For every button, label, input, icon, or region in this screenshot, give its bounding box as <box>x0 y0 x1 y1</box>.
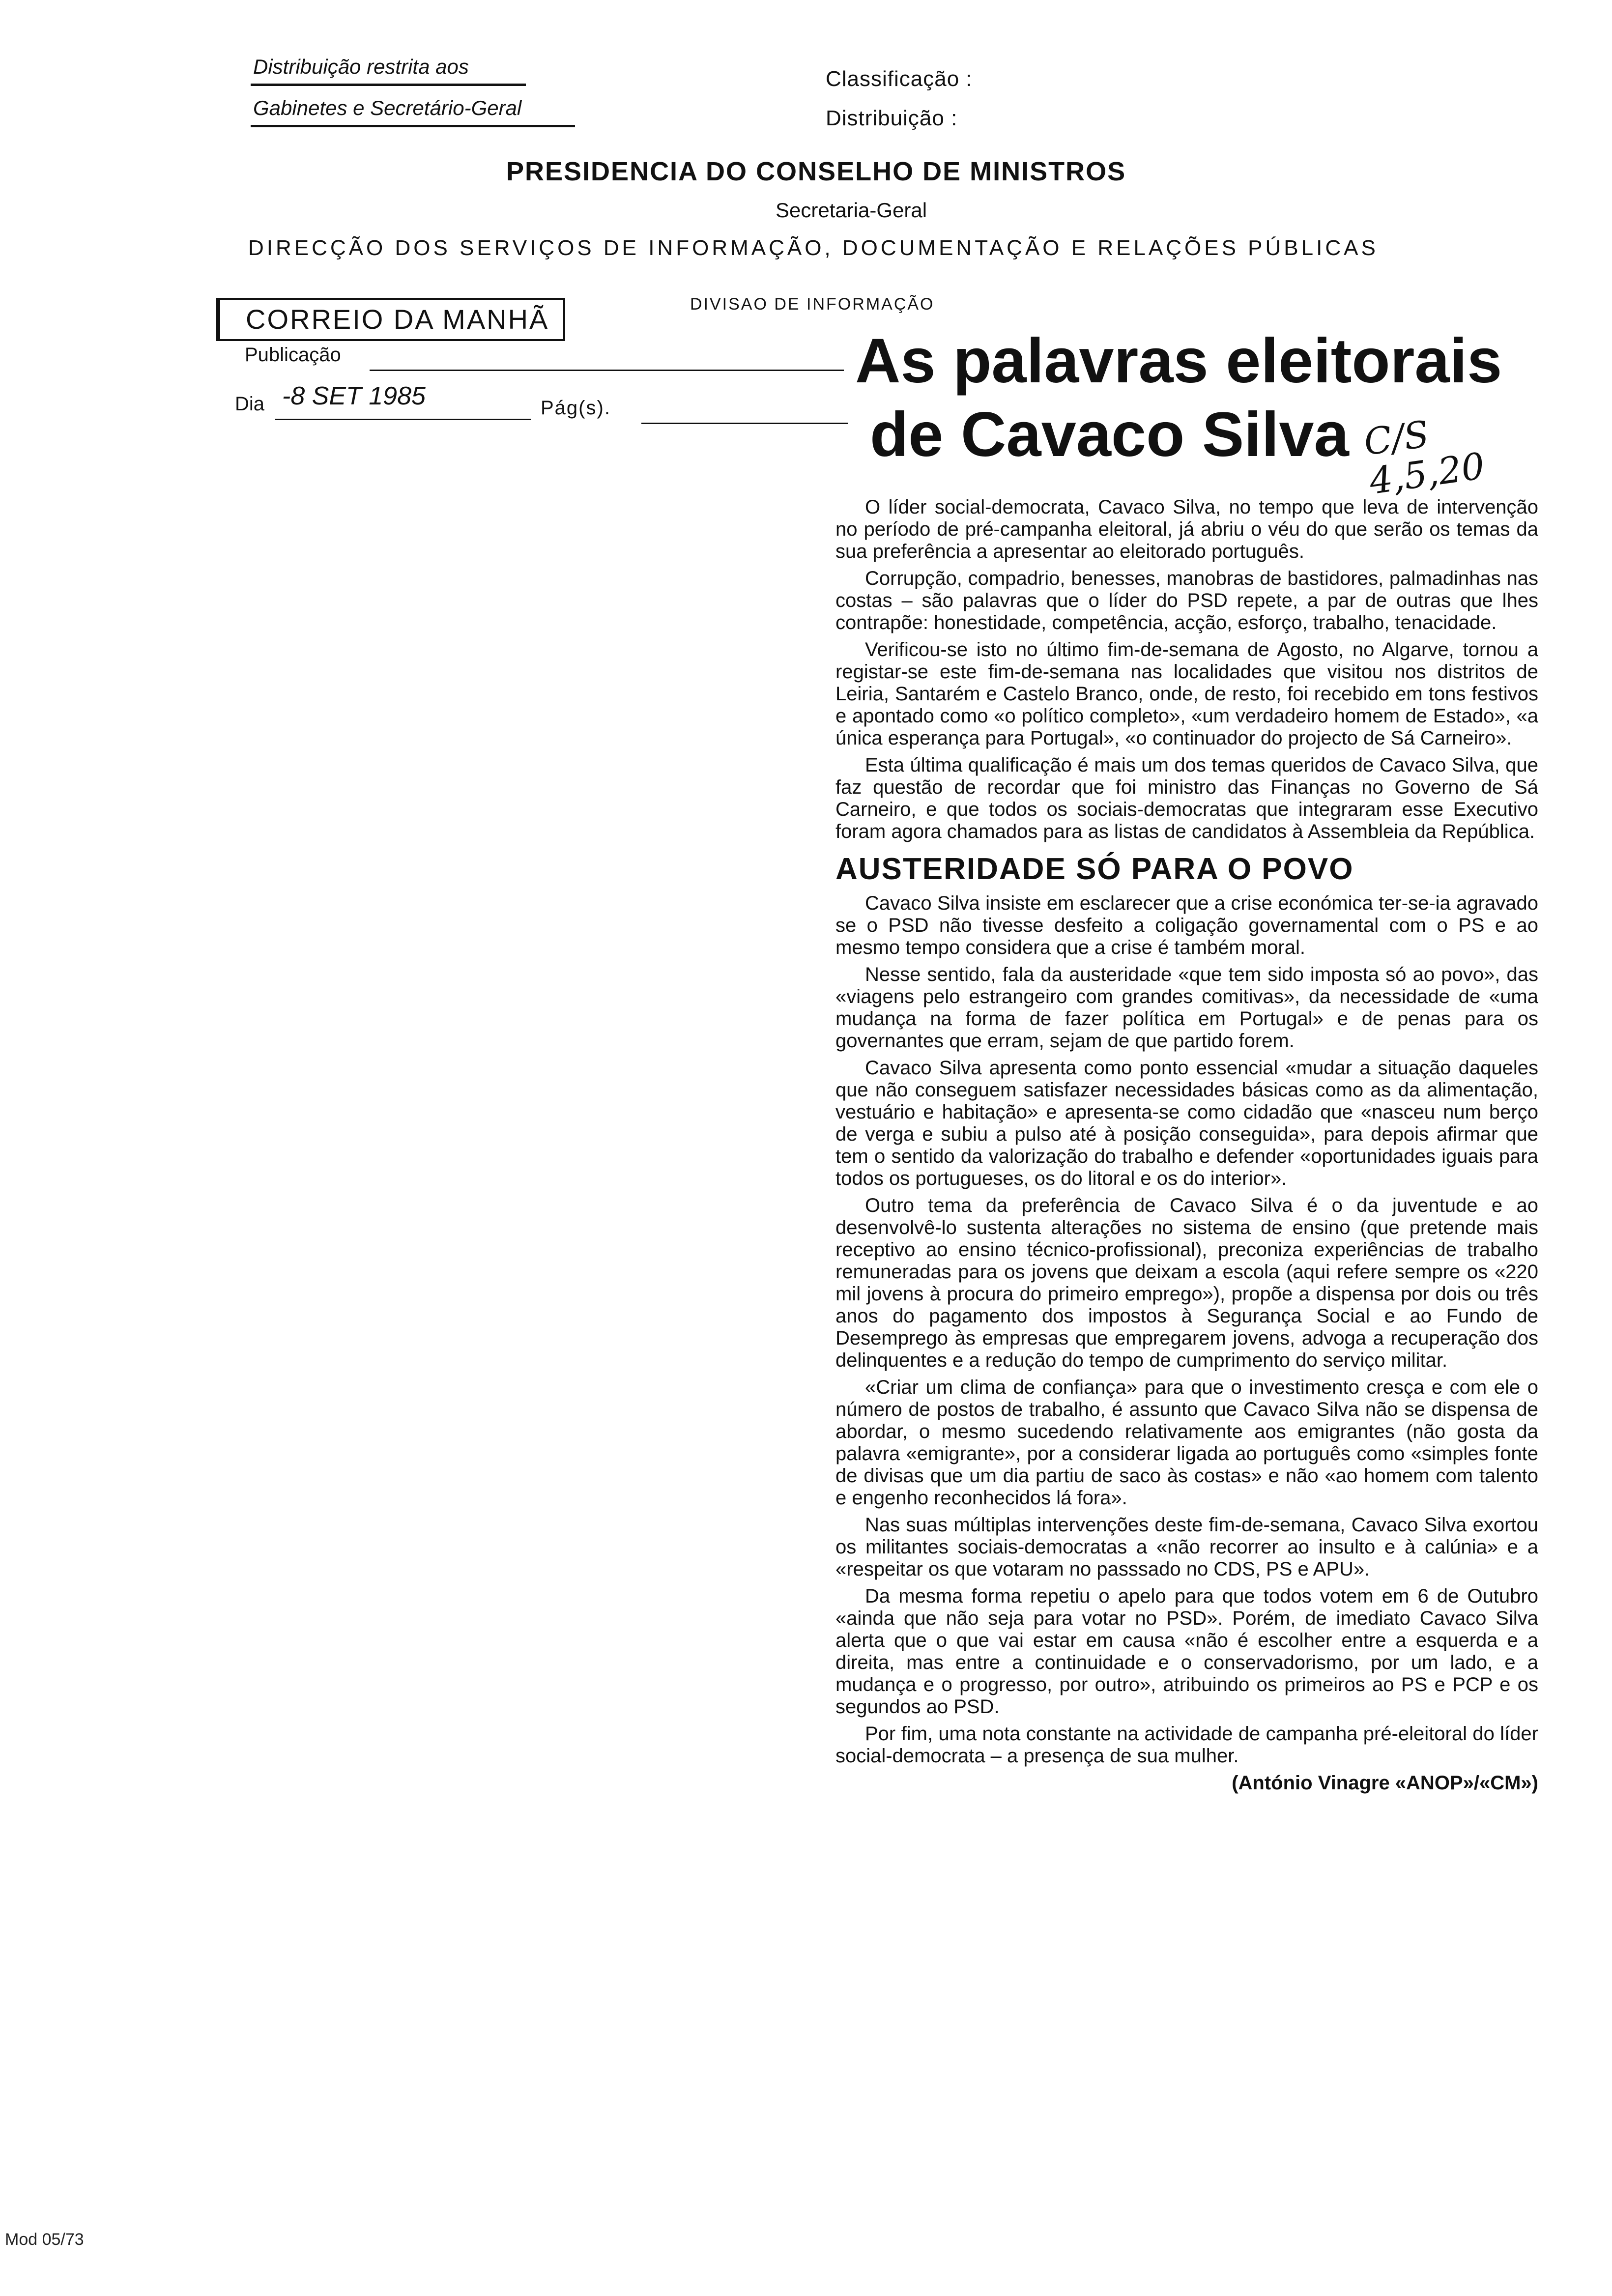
restricted-distribution-line1: Distribuição restrita aos <box>253 55 469 78</box>
division-title: DIVISAO DE INFORMAÇÃO <box>690 295 935 314</box>
article-paragraph: «Criar um clima de confiança» para que o investimento cresça e com ele o número de postos de trabalho, é assunto que Cavaco Silva não se dispensa de abordar, o mesmo sucedendo relativamente aos emigrantes (não gosta da palavra «emigrante», por a considerar ligada ao português como «simples fonte de divisas que um dia partiu de saco às costas» e não «ao homem com talento e engenho reconhecidos lá fora». <box>835 1377 1538 1509</box>
restricted-distribution-line2: Gabinetes e Secretário-Geral <box>253 96 522 119</box>
article-title-line2: de Cavaco Silva <box>870 400 1349 470</box>
directorate-title: DIRECÇÃO DOS SERVIÇOS DE INFORMAÇÃO, DOCUMENTAÇÃO E RELAÇÕES PÚBLICAS <box>248 236 1379 260</box>
publication-stamp <box>216 298 565 341</box>
article-paragraph: Cavaco Silva apresenta como ponto essencial «mudar a situação daqueles que não conseguem satisfazer necessidades básicas como as da alimentação, vestuário e habitação» e apresenta-se como cidadão que «nasceu num berço de verga e subiu a pulso até à posição conseguida», para depois afirmar que tem o sentido da valorização do trabalho e defender «oportunidades iguais para todos os portugueses, os do litoral e os do interior». <box>835 1057 1538 1189</box>
article-paragraph: Nesse sentido, fala da austeridade «que tem sido imposta só ao povo», das «viagens pelo estrangeiro com grandes comitivas», da necessidade de «uma mudança na forma de fazer política em Portugal» e de penas para os governantes que erram, sejam de que partido forem. <box>835 964 1538 1052</box>
presidency-title: PRESIDENCIA DO CONSELHO DE MINISTROS <box>506 157 1126 186</box>
article-byline: (António Vinagre «ANOP»/«CM») <box>1232 1772 1538 1794</box>
article-paragraph: Cavaco Silva insiste em esclarecer que a crise económica ter-se-ia agravado se o PSD não tivesse desfeito a coligação governamental com o PS e ao mesmo tempo considera que a crise é também moral. <box>835 892 1538 958</box>
underline-2 <box>251 125 575 127</box>
article-paragraph: Por fim, uma nota constante na actividade de campanha pré-eleitoral do líder social-democrata – a presença de sua mulher. <box>835 1723 1538 1767</box>
form-code: Mod 05/73 <box>5 2230 84 2249</box>
distribution-label: Distribuição : <box>826 106 958 130</box>
article-paragraph: Corrupção, compadrio, benesses, manobras de bastidores, palmadinhas nas costas – são palavras que o líder do PSD repete, a par de outras que lhes contrapõe: honestidade, competência, acção, esforço, trabalho, tenacidade. <box>835 568 1538 633</box>
article-subheading: AUSTERIDADE SÓ PARA O POVO <box>835 852 1354 886</box>
article-body <box>835 496 1538 1794</box>
article-title <box>855 324 1578 472</box>
article-paragraph: Nas suas múltiplas intervenções deste fim-de-semana, Cavaco Silva exortou os militantes sociais-democratas a «não recorrer ao insulto e à calúnia» e a «respeitar os que votaram no passsado no CDS, PS e APU». <box>835 1514 1538 1580</box>
article-paragraph: O líder social-democrata, Cavaco Silva, no tempo que leva de intervenção no período de pré-campanha eleitoral, já abriu o véu do que serão os temas da sua preferência a apresentar ao eleitorado português. <box>835 496 1538 562</box>
article-paragraph: Verificou-se isto no último fim-de-semana de Agosto, no Algarve, tornou a registar-se este fim-de-semana nas localidades que visitou nos distritos de Leiria, Santarém e Castelo Branco, onde, de resto, foi recebido em tons festivos e apontado como «o político completo», «um verdadeiro homem de Estado», «a única esperança para Portugal», «o continuador do projecto de Sá Carneiro». <box>835 639 1538 749</box>
classification-label: Classificação : <box>826 67 973 91</box>
day-field-line <box>275 419 531 420</box>
article-title-line1: As palavras eleitorais <box>855 326 1502 396</box>
handwritten-annotation: C/S 4,5,20 <box>1361 413 1488 503</box>
secretariat-title: Secretaria-Geral <box>776 199 927 222</box>
publication-name: CORREIO DA MANHÃ <box>246 304 549 335</box>
article-paragraph: Outro tema da preferência de Cavaco Silva é o da juventude e ao desenvolvê-lo sustenta alterações no sistema de ensino (que pretende mais receptivo ao ensino técnico-profissional), preconiza experiências de trabalho remuneradas para os jovens que deixam a escola (aqui refere sempre os «220 mil jovens à procura do primeiro emprego»), propõe a dispensa por dois ou três anos do pagamento dos impostos à Segurança Social e ao Fundo de Desemprego às empresas que empregarem jovens, advoga a recuperação dos delinquentes e a redução do tempo de cumprimento do serviço militar. <box>835 1195 1538 1371</box>
article-paragraph: Esta última qualificação é mais um dos temas queridos de Cavaco Silva, que faz questão de recordar que foi ministro das Finanças no Governo de Sá Carneiro, e que todos os sociais-democratas que integraram esse Executivo foram agora chamados para as listas de candidatos à Assembleia da República. <box>835 754 1538 842</box>
publication-field-line <box>370 370 844 371</box>
pages-field-line <box>641 423 848 424</box>
day-label: Dia <box>235 393 265 415</box>
pages-label: Pág(s). <box>541 397 611 419</box>
underline-1 <box>251 84 526 86</box>
article-paragraph: Da mesma forma repetiu o apelo para que todos votem em 6 de Outubro «ainda que não seja para votar no PSD». Porém, de imediato Cavaco Silva alerta que o que vai estar em causa «não é escolher entre a esquerda e a direita, mas entre a continuidade e o conservadorismo, por um lado, e a mudança e o progresso, por outro», atribuindo os primeiros ao PS e PCP e os segundos ao PSD. <box>835 1585 1538 1718</box>
publication-label: Publicação <box>245 344 341 366</box>
day-value: -8 SET 1985 <box>282 382 426 410</box>
